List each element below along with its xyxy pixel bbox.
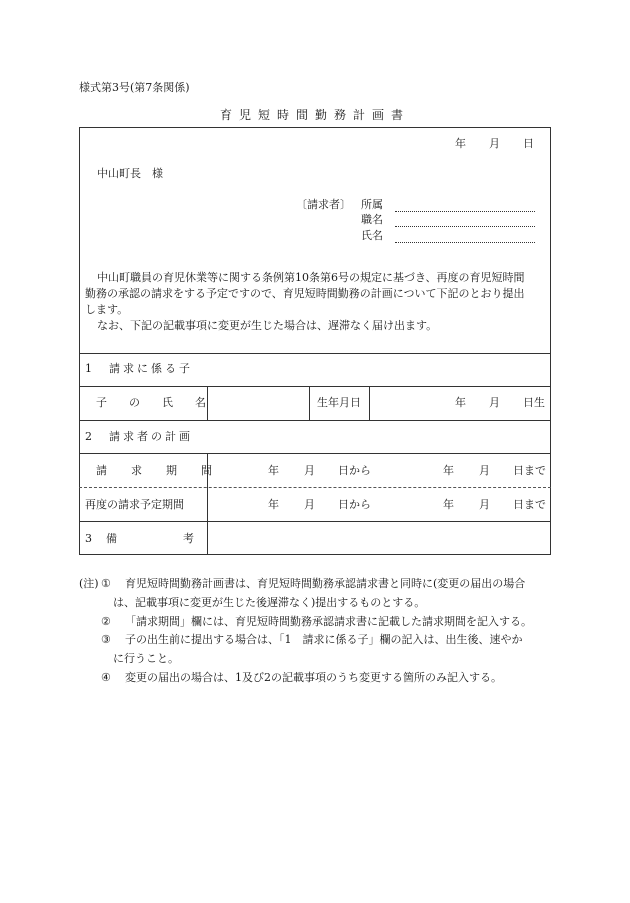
remarks-field[interactable] [208, 522, 550, 554]
rp-to-year: 年 [443, 464, 454, 477]
note-3-line: 子の出生前に提出する場合は、「1 請求に係る子」欄の記入は、出生後、速やか [125, 633, 523, 646]
statement-line: します。 [85, 303, 129, 316]
document-title: 育児短時間勤務計画書 [219, 108, 410, 122]
birth-month: 月 [489, 396, 500, 409]
birth-year: 年 [455, 396, 466, 409]
note-1-marker: ① [101, 577, 111, 590]
form-frame [79, 127, 551, 555]
note-1-line: は、記載事項に変更が生じた後遅滞なく)提出するものとする。 [113, 596, 426, 609]
note-4-line: 変更の届出の場合は、1及び2の記載事項のうち変更する箇所のみ記入する。 [125, 671, 502, 684]
form-number: 様式第3号(第7条関係) [79, 81, 190, 94]
date-day: 日 [523, 137, 534, 150]
rp-to-month: 月 [479, 464, 490, 477]
vline-birthdate-right [369, 386, 370, 420]
job-title-label: 職名 [361, 213, 383, 226]
section3-number: 3 [85, 532, 92, 545]
date-year: 年 [455, 137, 466, 150]
requester-label: 〔請求者〕 [296, 198, 351, 211]
rp-from-month: 月 [304, 464, 315, 477]
rr-to-day: 日まで [513, 498, 546, 511]
rp-from-day: 日から [338, 464, 371, 477]
affiliation-field[interactable] [395, 211, 535, 212]
child-name-label [96, 396, 228, 410]
divider-section1-heading [79, 386, 551, 387]
statement-line: 中山町職員の育児休業等に関する条例第10条第6号の規定に基づき、再度の育児短時間 [97, 271, 525, 284]
re-request-period-label: 再度の請求予定期間 [85, 498, 184, 511]
rr-from-year: 年 [268, 498, 279, 511]
note-1-line: 育児短時間勤務計画書は、育児短時間勤務承認請求書と同時に(変更の届出の場合 [125, 577, 526, 590]
rr-to-month: 月 [479, 498, 490, 511]
child-name-field[interactable] [208, 387, 308, 419]
section1-heading: 1 請求に係る子 [85, 362, 193, 375]
rp-to-day: 日まで [513, 464, 546, 477]
note-4-marker: ④ [101, 671, 111, 684]
vline-birthdate-left [309, 386, 310, 420]
statement-line: なお、下記の記載事項に変更が生じた場合は、遅滞なく届け出ます。 [97, 319, 438, 332]
name-field[interactable] [395, 242, 535, 243]
date-month: 月 [489, 137, 500, 150]
note-2-marker: ② [101, 615, 111, 628]
birth-day: 日生 [523, 396, 545, 409]
rr-to-year: 年 [443, 498, 454, 511]
job-title-field[interactable] [395, 226, 535, 227]
section2-heading: 2 請求者の計画 [85, 430, 193, 443]
divider-section2-heading-bottom [79, 453, 551, 454]
request-period-label: 請求期間 [96, 464, 236, 477]
birthdate-label: 生年月日 [317, 396, 361, 409]
rr-from-day: 日から [338, 498, 371, 511]
rp-from-year: 年 [268, 464, 279, 477]
divider-statement [79, 353, 551, 354]
remarks-label: 備考 [106, 532, 260, 545]
name-label: 氏名 [361, 229, 383, 242]
rr-from-month: 月 [304, 498, 315, 511]
child-name-label-text: 子の氏名 [96, 396, 228, 409]
divider-section2-heading-top [79, 420, 551, 421]
note-2-line: 「請求期間」欄には、育児短時間勤務承認請求書に記載した請求期間を記入する。 [125, 615, 532, 628]
note-3-marker: ③ [101, 633, 111, 646]
affiliation-label: 所属 [361, 198, 383, 211]
addressee: 中山町長 様 [97, 167, 163, 180]
notes-prefix: (注) [79, 577, 99, 590]
note-3-line: に行うこと。 [113, 652, 179, 665]
divider-dashed [79, 487, 551, 488]
statement-line: 勤務の承認の請求をする予定ですので、育児短時間勤務の計画について下記のとおり提出 [85, 287, 525, 300]
